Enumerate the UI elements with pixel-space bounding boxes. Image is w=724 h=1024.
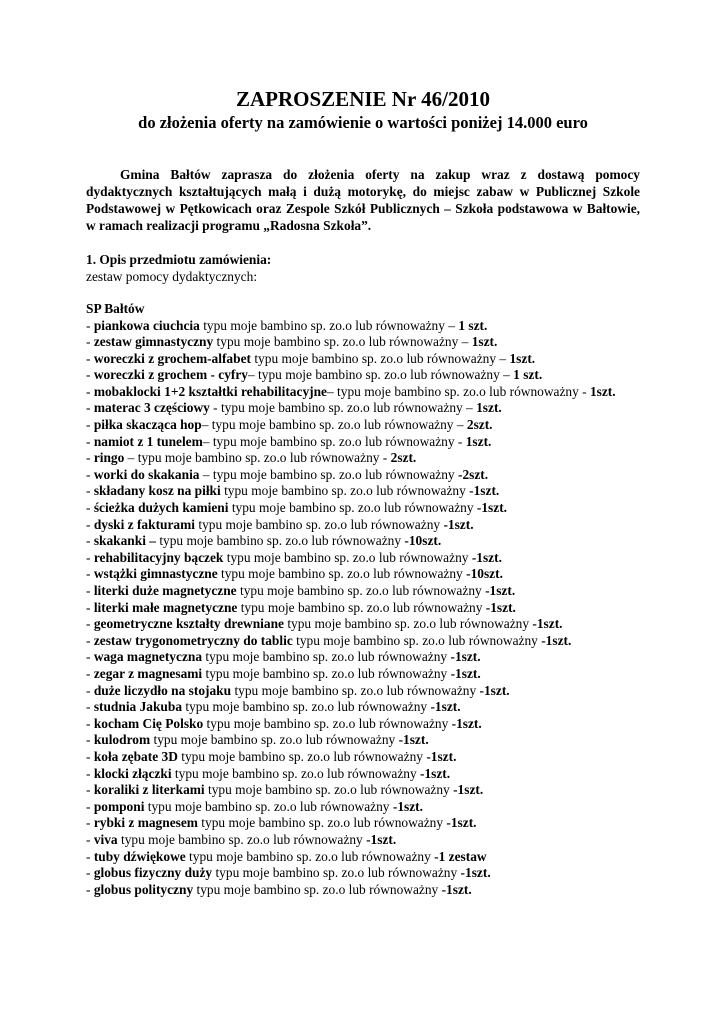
document-title: ZAPROSZENIE Nr 46/2010 <box>236 87 490 111</box>
list-item <box>86 649 640 666</box>
item-quantity: 1szt. <box>476 400 502 416</box>
item-description: typu moje bambino sp. zo.o lub równoważny – <box>199 317 459 333</box>
item-quantity: -1szt. <box>443 516 474 532</box>
item-prefix: - <box>86 798 94 814</box>
item-quantity: -1szt. <box>485 583 516 598</box>
item-description: typu moje bambino sp. zo.o lub równoważny <box>283 616 533 632</box>
item-name: woreczki z grochem-alfabet <box>93 350 251 366</box>
item-prefix: - <box>86 599 94 615</box>
list-item <box>86 799 640 816</box>
list-item <box>86 600 640 617</box>
list-item <box>86 483 640 500</box>
item-name: globus fizyczny duży <box>93 865 213 881</box>
item-description: typu moje bambino sp. zo.o lub równoważny <box>150 732 399 748</box>
item-description: - typu moje bambino sp. zo.o lub równoważny – <box>209 400 477 416</box>
item-name: piłka skacząca hop <box>93 417 202 433</box>
document-subtitle: do złożenia oferty na zamówienie o wartości poniżej 14.000 euro <box>138 113 588 132</box>
item-prefix: - <box>86 865 94 881</box>
item-description: typu moje bambino sp. zo.o lub równoważny – <box>213 334 472 350</box>
list-item <box>86 849 640 866</box>
item-quantity: -1szt. <box>450 649 481 665</box>
item-name: mobaklocki 1+2 kształtki rehabilitacyjne <box>93 383 327 399</box>
item-prefix: - <box>86 549 94 565</box>
item-prefix: - <box>86 583 94 598</box>
list-item <box>86 500 640 517</box>
list-item <box>86 766 640 783</box>
item-name: piankowa ciuchcia <box>93 317 200 333</box>
item-name: rehabilitacyjny bączek <box>93 549 224 565</box>
item-name: literki duże magnetyczne <box>93 583 237 598</box>
list-item <box>86 334 640 351</box>
item-description: typu moje bambino sp. zo.o lub równoważny <box>144 798 393 814</box>
list-item <box>86 683 640 700</box>
list-item <box>86 351 640 368</box>
list-item <box>86 417 640 434</box>
item-quantity: 1szt. <box>471 334 498 350</box>
list-item <box>86 533 640 550</box>
list-item <box>86 367 640 384</box>
item-description: typu moje bambino sp. zo.o lub równoważny <box>217 566 467 582</box>
item-prefix: - <box>86 500 94 516</box>
item-name: zestaw trygonometryczny do tablic <box>93 632 293 648</box>
item-name: wstążki gimnastyczne <box>93 566 218 582</box>
list-item <box>86 882 640 899</box>
item-quantity: 1 szt. <box>458 317 488 333</box>
item-prefix: - <box>86 632 94 648</box>
list-item <box>86 467 640 484</box>
item-name: globus polityczny <box>93 881 194 897</box>
item-quantity: 1szt. <box>589 383 616 399</box>
item-quantity: 1szt. <box>509 350 536 366</box>
item-description: – typu moje bambino sp. zo.o lub równoważny <box>199 466 458 482</box>
item-description: typu moje bambino sp. zo.o lub równoważny <box>177 748 427 764</box>
item-description: typu moje bambino sp. zo.o lub równoważny <box>185 848 435 864</box>
item-quantity: -1szt. <box>451 715 482 731</box>
item-description: typu moje bambino sp. zo.o lub równoważny <box>182 699 431 715</box>
item-quantity: 2szt. <box>390 450 417 466</box>
item-name: studnia Jakuba <box>93 699 183 715</box>
item-list <box>86 318 640 899</box>
document-page <box>86 86 640 898</box>
item-name: waga magnetyczna <box>93 649 203 665</box>
item-name: rybki z magnesem <box>93 815 198 831</box>
list-item <box>86 633 640 650</box>
list-item <box>86 517 640 534</box>
item-prefix: - <box>86 765 94 781</box>
item-name: geometryczne kształty drewniane <box>93 616 284 632</box>
item-name: kulodrom <box>93 732 151 748</box>
item-prefix: - <box>86 483 94 499</box>
item-description: typu moje bambino sp. zo.o lub równoważny <box>223 549 472 565</box>
item-prefix: - <box>86 649 94 665</box>
item-prefix: - <box>86 881 94 897</box>
item-description: typu moje bambino sp. zo.o lub równoważny <box>202 665 451 681</box>
item-name: woreczki z grochem - cyfry <box>93 367 248 383</box>
item-description: typu moje bambino sp. zo.o lub równoważny <box>228 500 477 516</box>
item-description: typu moje bambino sp. zo.o lub równoważny <box>117 831 367 847</box>
item-prefix: - <box>86 400 94 416</box>
item-description: typu moje bambino sp. zo.o lub równoważny <box>292 632 542 648</box>
school-heading: SP Bałtów <box>86 301 145 316</box>
item-prefix: - <box>86 748 94 764</box>
item-prefix: - <box>86 815 94 831</box>
item-prefix: - <box>86 533 94 549</box>
item-name: viva <box>93 831 118 847</box>
item-prefix: - <box>86 848 94 864</box>
item-quantity: -1szt. <box>420 765 451 781</box>
list-item <box>86 400 640 417</box>
item-description: typu moje bambino sp. zo.o lub równoważny <box>171 765 420 781</box>
item-description: typu moje bambino sp. zo.o lub równoważny <box>203 715 452 731</box>
item-quantity: -1szt. <box>471 549 502 565</box>
list-item <box>86 550 640 567</box>
item-prefix: - <box>86 334 94 350</box>
item-description: typu moje bambino sp. zo.o lub równoważny <box>197 815 447 831</box>
item-description: typu moje bambino sp. zo.o lub równoważny <box>237 599 486 615</box>
item-description: – typu moje bambino sp. zo.o lub równoważny - <box>327 383 590 399</box>
item-description: typu moje bambino sp. zo.o lub równoważny <box>155 533 405 549</box>
item-prefix: - <box>86 466 94 482</box>
list-item <box>86 566 640 583</box>
item-name: kocham Cię Polsko <box>93 715 204 731</box>
list-item <box>86 384 640 401</box>
item-quantity: -2szt. <box>457 466 489 482</box>
item-name: namiot z 1 tunelem <box>93 433 203 449</box>
item-quantity: -1szt. <box>453 782 484 798</box>
item-prefix: - <box>86 682 94 698</box>
item-quantity: -1szt. <box>450 665 481 681</box>
item-description: typu moje bambino sp. zo.o lub równoważny <box>212 865 461 881</box>
intro-paragraph: Gmina Bałtów zaprasza do złożenia oferty na zakup wraz z dostawą pomocy dydaktycznych kształtujących małą i dużą motorykę, do miejsc zabaw w Publicznej Szkole Podstawowej w Pętkowicach oraz Zespole Szkół Publicznych – Szkoła podstawowa w Bałtowie, w ramach realizacji programu „Radosna Szkoła”. <box>86 167 640 233</box>
list-item <box>86 699 640 716</box>
item-quantity: -1 zestaw <box>434 848 487 864</box>
item-description: typu moje bambino sp. zo.o lub równoważny <box>204 782 454 798</box>
item-description: – typu moje bambino sp. zo.o lub równoważny – <box>248 367 514 383</box>
item-name: worki do skakania <box>93 466 200 482</box>
item-prefix: - <box>86 450 94 466</box>
list-item <box>86 865 640 882</box>
item-prefix: - <box>86 367 94 383</box>
item-prefix: - <box>86 665 94 681</box>
item-prefix: - <box>86 433 94 449</box>
item-name: tuby dźwiękowe <box>93 848 186 864</box>
item-description: typu moje bambino sp. zo.o lub równoważny – <box>250 350 510 366</box>
item-prefix: - <box>86 350 94 366</box>
list-item <box>86 716 640 733</box>
item-name: literki małe magnetyczne <box>93 599 238 615</box>
item-prefix: - <box>86 417 94 433</box>
item-name: pomponi <box>93 798 145 814</box>
item-quantity: -10szt. <box>466 566 503 582</box>
item-prefix: - <box>86 699 94 715</box>
item-description: typu moje bambino sp. zo.o lub równoważny <box>202 649 451 665</box>
item-description: typu moje bambino sp. zo.o lub równoważny <box>193 881 442 897</box>
item-quantity: -1szt. <box>476 500 508 516</box>
list-item <box>86 616 640 633</box>
item-description: typu moje bambino sp. zo.o lub równoważny <box>220 483 470 499</box>
item-name: materac 3 częściowy <box>93 400 210 416</box>
item-name: skakanki – <box>93 533 156 549</box>
item-quantity: -1szt. <box>460 865 491 881</box>
item-quantity: -1szt. <box>366 831 397 847</box>
item-name: ścieżka dużych kamieni <box>93 500 229 516</box>
item-quantity: -1szt. <box>446 815 477 831</box>
item-prefix: - <box>86 732 94 748</box>
item-description: – typu moje bambino sp. zo.o lub równoważny - <box>202 433 466 449</box>
item-description: typu moje bambino sp. zo.o lub równoważny <box>195 516 444 532</box>
list-item <box>86 666 640 683</box>
item-name: zestaw gimnastyczny <box>93 334 214 350</box>
section-subheading: zestaw pomocy dydaktycznych: <box>86 268 258 284</box>
item-name: koła zębate 3D <box>93 748 178 764</box>
item-name: zegar z magnesami <box>93 665 203 681</box>
item-prefix: - <box>86 566 94 582</box>
list-item <box>86 434 640 451</box>
item-description: – typu moje bambino sp. zo.o lub równoważny - <box>124 450 391 466</box>
item-name: duże liczydło na stojaku <box>93 682 232 698</box>
item-name: koraliki z literkami <box>93 782 205 798</box>
item-quantity: -1szt. <box>479 682 510 698</box>
item-quantity: -1szt. <box>441 881 472 897</box>
item-prefix: - <box>86 715 94 731</box>
item-description: typu moje bambino sp. zo.o lub równoważny <box>231 682 480 698</box>
item-prefix: - <box>86 782 94 798</box>
item-quantity: 2szt. <box>466 417 493 433</box>
item-quantity: -1szt. <box>469 483 500 499</box>
item-name: ringo <box>93 450 125 466</box>
item-quantity: -1szt. <box>392 798 423 814</box>
item-description: – typu moje bambino sp. zo.o lub równoważny – <box>201 417 467 433</box>
list-item <box>86 583 640 600</box>
list-item <box>86 832 640 849</box>
list-item <box>86 815 640 832</box>
item-description: typu moje bambino sp. zo.o lub równoważny <box>236 583 486 598</box>
item-quantity: -1szt. <box>426 748 457 764</box>
item-quantity: -1szt. <box>485 599 516 615</box>
list-item <box>86 749 640 766</box>
list-item <box>86 318 640 335</box>
item-quantity: 1 szt. <box>513 367 543 383</box>
item-quantity: -1szt. <box>532 616 563 632</box>
list-item <box>86 450 640 467</box>
item-prefix: - <box>86 317 94 333</box>
list-item <box>86 782 640 799</box>
item-quantity: -1szt. <box>430 699 461 715</box>
item-name: klocki złączki <box>93 765 172 781</box>
item-quantity: -1szt. <box>398 732 429 748</box>
item-name: dyski z fakturami <box>93 516 195 532</box>
item-quantity: -10szt. <box>404 533 442 549</box>
item-prefix: - <box>86 616 94 632</box>
section-heading: 1. Opis przedmiotu zamówienia: <box>86 252 272 267</box>
item-name: składany kosz na piłki <box>93 483 221 499</box>
item-prefix: - <box>86 516 94 532</box>
item-quantity: -1szt. <box>541 632 572 648</box>
item-prefix: - <box>86 831 94 847</box>
item-prefix: - <box>86 383 94 399</box>
list-item <box>86 732 640 749</box>
item-quantity: 1szt. <box>465 433 492 449</box>
